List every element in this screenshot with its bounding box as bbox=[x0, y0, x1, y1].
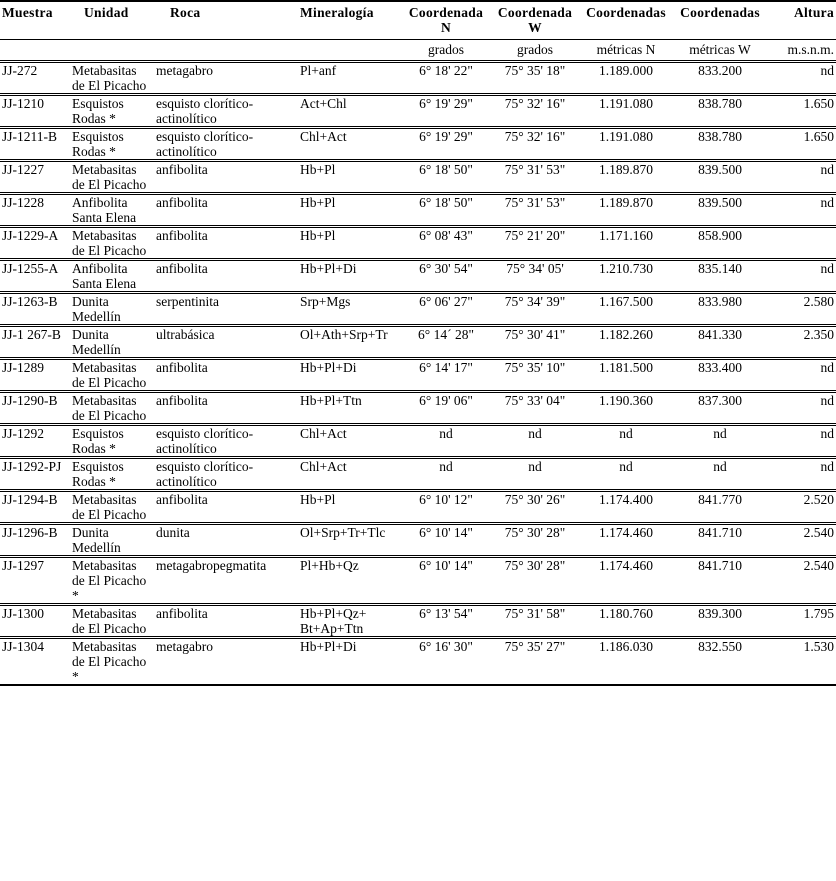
cell-metw: 841.710 bbox=[672, 524, 768, 557]
cell-roca: esquisto clorítico-actinolítico bbox=[154, 95, 298, 128]
cell-unidad: Esquistos Rodas * bbox=[70, 128, 154, 161]
cell-roca: anfibolita bbox=[154, 194, 298, 227]
cell-altura: 1.650 bbox=[768, 128, 836, 161]
header-coordenadas-w: Coordenadas bbox=[672, 1, 768, 40]
cell-metw: 832.550 bbox=[672, 638, 768, 686]
cell-metn: 1.174.460 bbox=[580, 557, 672, 605]
cell-coordw: 75° 35' 18" bbox=[490, 62, 580, 95]
cell-coordw: 75° 31' 53" bbox=[490, 194, 580, 227]
cell-unidad: Dunita Medellín bbox=[70, 293, 154, 326]
cell-mineralogia: Act+Chl bbox=[298, 95, 402, 128]
table-row bbox=[0, 62, 836, 95]
cell-mineralogia: Hb+Pl bbox=[298, 194, 402, 227]
cell-roca: metagabropegmatita bbox=[154, 557, 298, 605]
cell-unidad: Anfibolita Santa Elena bbox=[70, 194, 154, 227]
cell-roca: anfibolita bbox=[154, 491, 298, 524]
cell-mineralogia: Hb+Pl bbox=[298, 161, 402, 194]
cell-roca: metagabro bbox=[154, 62, 298, 95]
cell-altura: nd bbox=[768, 425, 836, 458]
cell-muestra: JJ-1289 bbox=[0, 359, 70, 392]
cell-coordw: 75° 32' 16" bbox=[490, 95, 580, 128]
cell-metn: 1.181.500 bbox=[580, 359, 672, 392]
cell-metw: 841.770 bbox=[672, 491, 768, 524]
header-muestra: Muestra bbox=[0, 1, 70, 40]
header-roca: Roca bbox=[154, 1, 298, 40]
cell-unidad: Esquistos Rodas * bbox=[70, 425, 154, 458]
cell-roca: ultrabásica bbox=[154, 326, 298, 359]
table-row bbox=[0, 638, 836, 686]
cell-muestra: JJ-1211-B bbox=[0, 128, 70, 161]
cell-altura: 2.520 bbox=[768, 491, 836, 524]
cell-coordn: 6° 19' 29" bbox=[402, 128, 490, 161]
cell-roca: anfibolita bbox=[154, 227, 298, 260]
table-row bbox=[0, 326, 836, 359]
cell-unidad: Esquistos Rodas * bbox=[70, 458, 154, 491]
cell-muestra: JJ-1210 bbox=[0, 95, 70, 128]
table-row bbox=[0, 458, 836, 491]
cell-altura: nd bbox=[768, 392, 836, 425]
table-row bbox=[0, 293, 836, 326]
cell-metn: 1.189.870 bbox=[580, 194, 672, 227]
cell-metw: 841.710 bbox=[672, 557, 768, 605]
cell-altura: 2.540 bbox=[768, 524, 836, 557]
cell-coordw: 75° 34' 39" bbox=[490, 293, 580, 326]
cell-metn: 1.180.760 bbox=[580, 605, 672, 638]
cell-unidad: Metabasitas de El Picacho bbox=[70, 605, 154, 638]
cell-unidad: Anfibolita Santa Elena bbox=[70, 260, 154, 293]
cell-altura bbox=[768, 227, 836, 260]
cell-metn: 1.189.000 bbox=[580, 62, 672, 95]
cell-coordn: 6° 16' 30" bbox=[402, 638, 490, 686]
unit-unidad bbox=[70, 40, 154, 62]
cell-coordn: 6° 08' 43" bbox=[402, 227, 490, 260]
cell-roca: anfibolita bbox=[154, 161, 298, 194]
table-row bbox=[0, 359, 836, 392]
cell-mineralogia: Ol+Ath+Srp+Tr bbox=[298, 326, 402, 359]
cell-metn: 1.210.730 bbox=[580, 260, 672, 293]
cell-mineralogia: Hb+Pl+Di bbox=[298, 260, 402, 293]
cell-metn: nd bbox=[580, 425, 672, 458]
table-row bbox=[0, 227, 836, 260]
cell-metw: nd bbox=[672, 425, 768, 458]
unit-mineralogia bbox=[298, 40, 402, 62]
header-mineralogia: Mineralogía bbox=[298, 1, 402, 40]
cell-coordn: 6° 18' 50" bbox=[402, 194, 490, 227]
cell-unidad: Metabasitas de El Picacho bbox=[70, 62, 154, 95]
cell-roca: esquisto clorítico-actinolítico bbox=[154, 128, 298, 161]
unit-altura: m.s.n.m. bbox=[768, 40, 836, 62]
cell-metn: 1.174.400 bbox=[580, 491, 672, 524]
cell-metw: 858.900 bbox=[672, 227, 768, 260]
cell-coordw: 75° 35' 27" bbox=[490, 638, 580, 686]
cell-altura: 2.540 bbox=[768, 557, 836, 605]
unit-metricas-n: métricas N bbox=[580, 40, 672, 62]
cell-muestra: JJ-1304 bbox=[0, 638, 70, 686]
cell-metw: 838.780 bbox=[672, 95, 768, 128]
cell-coordn: nd bbox=[402, 458, 490, 491]
cell-coordn: nd bbox=[402, 425, 490, 458]
unit-roca bbox=[154, 40, 298, 62]
cell-muestra: JJ-1300 bbox=[0, 605, 70, 638]
cell-metw: 833.980 bbox=[672, 293, 768, 326]
cell-muestra: JJ-1255-A bbox=[0, 260, 70, 293]
cell-mineralogia: Ol+Srp+Tr+Tlc bbox=[298, 524, 402, 557]
table-row bbox=[0, 260, 836, 293]
cell-metn: 1.171.160 bbox=[580, 227, 672, 260]
cell-muestra: JJ-1228 bbox=[0, 194, 70, 227]
cell-unidad: Metabasitas de El Picacho bbox=[70, 161, 154, 194]
cell-muestra: JJ-1229-A bbox=[0, 227, 70, 260]
cell-mineralogia: Srp+Mgs bbox=[298, 293, 402, 326]
unit-muestra bbox=[0, 40, 70, 62]
cell-muestra: JJ-1227 bbox=[0, 161, 70, 194]
cell-roca: anfibolita bbox=[154, 605, 298, 638]
cell-muestra: JJ-1292-PJ bbox=[0, 458, 70, 491]
cell-metn: nd bbox=[580, 458, 672, 491]
cell-mineralogia: Hb+Pl+Qz+ Bt+Ap+Ttn bbox=[298, 605, 402, 638]
cell-coordn: 6° 10' 12" bbox=[402, 491, 490, 524]
cell-roca: esquisto clorítico-actinolítico bbox=[154, 458, 298, 491]
cell-coordw: 75° 33' 04" bbox=[490, 392, 580, 425]
cell-unidad: Metabasitas de El Picacho * bbox=[70, 557, 154, 605]
cell-coordn: 6° 14' 17" bbox=[402, 359, 490, 392]
table-row bbox=[0, 524, 836, 557]
cell-coordw: nd bbox=[490, 458, 580, 491]
table-row bbox=[0, 425, 836, 458]
cell-mineralogia: Hb+Pl bbox=[298, 227, 402, 260]
cell-coordw: nd bbox=[490, 425, 580, 458]
cell-coordw: 75° 30' 26" bbox=[490, 491, 580, 524]
cell-coordn: 6° 30' 54" bbox=[402, 260, 490, 293]
cell-altura: nd bbox=[768, 260, 836, 293]
unit-coordenada-w: grados bbox=[490, 40, 580, 62]
cell-metw: 835.140 bbox=[672, 260, 768, 293]
cell-coordn: 6° 06' 27" bbox=[402, 293, 490, 326]
cell-coordw: 75° 35' 10" bbox=[490, 359, 580, 392]
cell-muestra: JJ-1297 bbox=[0, 557, 70, 605]
cell-metw: 839.300 bbox=[672, 605, 768, 638]
units-row bbox=[0, 40, 836, 62]
cell-metn: 1.167.500 bbox=[580, 293, 672, 326]
cell-metn: 1.189.870 bbox=[580, 161, 672, 194]
cell-muestra: JJ-1294-B bbox=[0, 491, 70, 524]
cell-metn: 1.182.260 bbox=[580, 326, 672, 359]
unit-metricas-w: métricas W bbox=[672, 40, 768, 62]
cell-muestra: JJ-1290-B bbox=[0, 392, 70, 425]
cell-metw: 841.330 bbox=[672, 326, 768, 359]
cell-mineralogia: Chl+Act bbox=[298, 425, 402, 458]
cell-roca: serpentinita bbox=[154, 293, 298, 326]
cell-altura: 1.650 bbox=[768, 95, 836, 128]
cell-muestra: JJ-1 267-B bbox=[0, 326, 70, 359]
table-row bbox=[0, 557, 836, 605]
cell-coordw: 75° 21' 20" bbox=[490, 227, 580, 260]
cell-altura: 2.580 bbox=[768, 293, 836, 326]
header-unidad: Unidad bbox=[70, 1, 154, 40]
header-coordenada-w: Coordenada W bbox=[490, 1, 580, 40]
table-row bbox=[0, 605, 836, 638]
cell-coordw: 75° 31' 53" bbox=[490, 161, 580, 194]
cell-metn: 1.186.030 bbox=[580, 638, 672, 686]
cell-roca: anfibolita bbox=[154, 260, 298, 293]
cell-metn: 1.190.360 bbox=[580, 392, 672, 425]
cell-unidad: Metabasitas de El Picacho bbox=[70, 227, 154, 260]
cell-mineralogia: Hb+Pl+Di bbox=[298, 638, 402, 686]
cell-roca: metagabro bbox=[154, 638, 298, 686]
cell-coordw: 75° 30' 28" bbox=[490, 524, 580, 557]
cell-metw: 839.500 bbox=[672, 161, 768, 194]
cell-mineralogia: Pl+Hb+Qz bbox=[298, 557, 402, 605]
cell-metn: 1.174.460 bbox=[580, 524, 672, 557]
cell-altura: 1.530 bbox=[768, 638, 836, 686]
cell-metw: 833.400 bbox=[672, 359, 768, 392]
cell-metn: 1.191.080 bbox=[580, 128, 672, 161]
cell-coordw: 75° 30' 41" bbox=[490, 326, 580, 359]
header-row bbox=[0, 1, 836, 40]
cell-coordn: 6° 13' 54" bbox=[402, 605, 490, 638]
cell-coordn: 6° 19' 29" bbox=[402, 95, 490, 128]
cell-metw: 838.780 bbox=[672, 128, 768, 161]
cell-roca: dunita bbox=[154, 524, 298, 557]
header-coordenada-n: Coordenada N bbox=[402, 1, 490, 40]
cell-coordw: 75° 32' 16" bbox=[490, 128, 580, 161]
cell-mineralogia: Hb+Pl+Ttn bbox=[298, 392, 402, 425]
cell-unidad: Dunita Medellín bbox=[70, 326, 154, 359]
table-row bbox=[0, 128, 836, 161]
cell-muestra: JJ-1296-B bbox=[0, 524, 70, 557]
cell-altura: nd bbox=[768, 62, 836, 95]
table-row bbox=[0, 491, 836, 524]
cell-unidad: Metabasitas de El Picacho bbox=[70, 392, 154, 425]
cell-coordn: 6° 18' 50" bbox=[402, 161, 490, 194]
cell-coordw: 75° 31' 58" bbox=[490, 605, 580, 638]
cell-altura: nd bbox=[768, 458, 836, 491]
cell-unidad: Esquistos Rodas * bbox=[70, 95, 154, 128]
cell-unidad: Metabasitas de El Picacho bbox=[70, 359, 154, 392]
cell-unidad: Metabasitas de El Picacho * bbox=[70, 638, 154, 686]
cell-metw: nd bbox=[672, 458, 768, 491]
cell-muestra: JJ-1292 bbox=[0, 425, 70, 458]
cell-coordn: 6° 19' 06" bbox=[402, 392, 490, 425]
table-row bbox=[0, 194, 836, 227]
cell-metw: 837.300 bbox=[672, 392, 768, 425]
cell-mineralogia: Chl+Act bbox=[298, 128, 402, 161]
cell-metn: 1.191.080 bbox=[580, 95, 672, 128]
header-coordenadas-n: Coordenadas bbox=[580, 1, 672, 40]
cell-coordn: 6° 18' 22" bbox=[402, 62, 490, 95]
cell-coordn: 6° 10' 14" bbox=[402, 557, 490, 605]
cell-altura: nd bbox=[768, 194, 836, 227]
cell-mineralogia: Chl+Act bbox=[298, 458, 402, 491]
table-row bbox=[0, 392, 836, 425]
cell-metw: 833.200 bbox=[672, 62, 768, 95]
cell-unidad: Dunita Medellín bbox=[70, 524, 154, 557]
header-altura: Altura bbox=[768, 1, 836, 40]
cell-coordn: 6° 14´ 28" bbox=[402, 326, 490, 359]
cell-coordw: 75° 34' 05' bbox=[490, 260, 580, 293]
cell-metw: 839.500 bbox=[672, 194, 768, 227]
cell-mineralogia: Pl+anf bbox=[298, 62, 402, 95]
cell-coordn: 6° 10' 14" bbox=[402, 524, 490, 557]
cell-roca: anfibolita bbox=[154, 392, 298, 425]
cell-roca: anfibolita bbox=[154, 359, 298, 392]
cell-altura: 1.795 bbox=[768, 605, 836, 638]
cell-altura: nd bbox=[768, 161, 836, 194]
cell-muestra: JJ-272 bbox=[0, 62, 70, 95]
cell-altura: 2.350 bbox=[768, 326, 836, 359]
cell-roca: esquisto clorítico-actinolítico bbox=[154, 425, 298, 458]
cell-altura: nd bbox=[768, 359, 836, 392]
unit-coordenada-n: grados bbox=[402, 40, 490, 62]
cell-coordw: 75° 30' 28" bbox=[490, 557, 580, 605]
cell-unidad: Metabasitas de El Picacho bbox=[70, 491, 154, 524]
table-row bbox=[0, 161, 836, 194]
cell-mineralogia: Hb+Pl bbox=[298, 491, 402, 524]
cell-muestra: JJ-1263-B bbox=[0, 293, 70, 326]
table-row bbox=[0, 95, 836, 128]
cell-mineralogia: Hb+Pl+Di bbox=[298, 359, 402, 392]
